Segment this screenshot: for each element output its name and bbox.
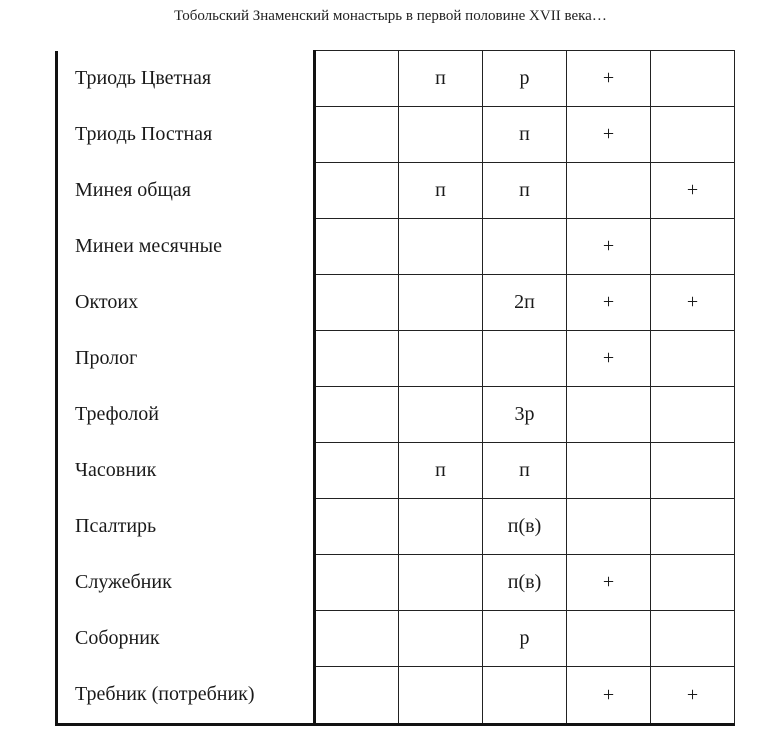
mark-cell [399, 387, 483, 443]
table-row [57, 219, 735, 275]
mark-cell [315, 555, 399, 611]
mark-cell [483, 219, 567, 275]
mark-cell [315, 107, 399, 163]
mark-cell: 3р [483, 387, 567, 443]
mark-cell: + [567, 51, 651, 107]
mark-cell: + [567, 555, 651, 611]
mark-cell [651, 331, 735, 387]
mark-cell: р [483, 611, 567, 667]
mark-cell [315, 219, 399, 275]
table-row [57, 107, 735, 163]
mark-cell: + [567, 667, 651, 725]
mark-cell: + [651, 667, 735, 725]
mark-cell [567, 499, 651, 555]
book-title-cell: Пролог [57, 331, 315, 387]
mark-cell [315, 387, 399, 443]
book-title-cell: Требник (потребник) [57, 667, 315, 725]
table-row [57, 51, 735, 107]
mark-cell [399, 611, 483, 667]
mark-cell: п [399, 163, 483, 219]
mark-cell [399, 667, 483, 725]
mark-cell: р [483, 51, 567, 107]
book-title-cell: Минеи месячные [57, 219, 315, 275]
table-row [57, 163, 735, 219]
mark-cell: п [399, 51, 483, 107]
mark-cell [567, 163, 651, 219]
book-title-cell: Октоих [57, 275, 315, 331]
mark-cell: п(в) [483, 499, 567, 555]
mark-cell [567, 387, 651, 443]
mark-cell [651, 499, 735, 555]
mark-cell: + [651, 275, 735, 331]
book-title-cell: Соборник [57, 611, 315, 667]
mark-cell [651, 219, 735, 275]
table-row [57, 611, 735, 667]
mark-cell [651, 611, 735, 667]
mark-cell: + [567, 219, 651, 275]
mark-cell [315, 331, 399, 387]
table-row [57, 331, 735, 387]
mark-cell [315, 51, 399, 107]
mark-cell [315, 499, 399, 555]
book-title-cell: Служебник [57, 555, 315, 611]
table-row [57, 387, 735, 443]
mark-cell [651, 107, 735, 163]
mark-cell [315, 163, 399, 219]
mark-cell: + [567, 107, 651, 163]
book-title-cell: Псалтирь [57, 499, 315, 555]
mark-cell [399, 555, 483, 611]
mark-cell [315, 443, 399, 499]
mark-cell: + [651, 163, 735, 219]
mark-cell: 2п [483, 275, 567, 331]
books-table [55, 50, 735, 726]
mark-cell [651, 443, 735, 499]
mark-cell [399, 275, 483, 331]
mark-cell [651, 387, 735, 443]
mark-cell [315, 275, 399, 331]
book-title-cell: Часовник [57, 443, 315, 499]
mark-cell [567, 443, 651, 499]
book-title-cell: Триодь Постная [57, 107, 315, 163]
mark-cell [399, 107, 483, 163]
book-title-cell: Минея общая [57, 163, 315, 219]
mark-cell: п [483, 107, 567, 163]
table-row [57, 667, 735, 725]
mark-cell: + [567, 331, 651, 387]
mark-cell [483, 667, 567, 725]
mark-cell: п [483, 163, 567, 219]
table-row [57, 499, 735, 555]
mark-cell [399, 499, 483, 555]
mark-cell [315, 667, 399, 725]
mark-cell: п(в) [483, 555, 567, 611]
mark-cell: п [399, 443, 483, 499]
mark-cell [651, 555, 735, 611]
mark-cell [315, 611, 399, 667]
running-title: Тобольский Знаменский монастырь в первой половине XVII века… [174, 8, 607, 24]
book-title-cell: Трефолой [57, 387, 315, 443]
table-row [57, 555, 735, 611]
table-row [57, 275, 735, 331]
mark-cell [399, 331, 483, 387]
mark-cell [651, 51, 735, 107]
mark-cell [483, 331, 567, 387]
mark-cell: + [567, 275, 651, 331]
table-row [57, 443, 735, 499]
mark-cell [567, 611, 651, 667]
mark-cell [399, 219, 483, 275]
mark-cell: п [483, 443, 567, 499]
book-title-cell: Триодь Цветная [57, 51, 315, 107]
